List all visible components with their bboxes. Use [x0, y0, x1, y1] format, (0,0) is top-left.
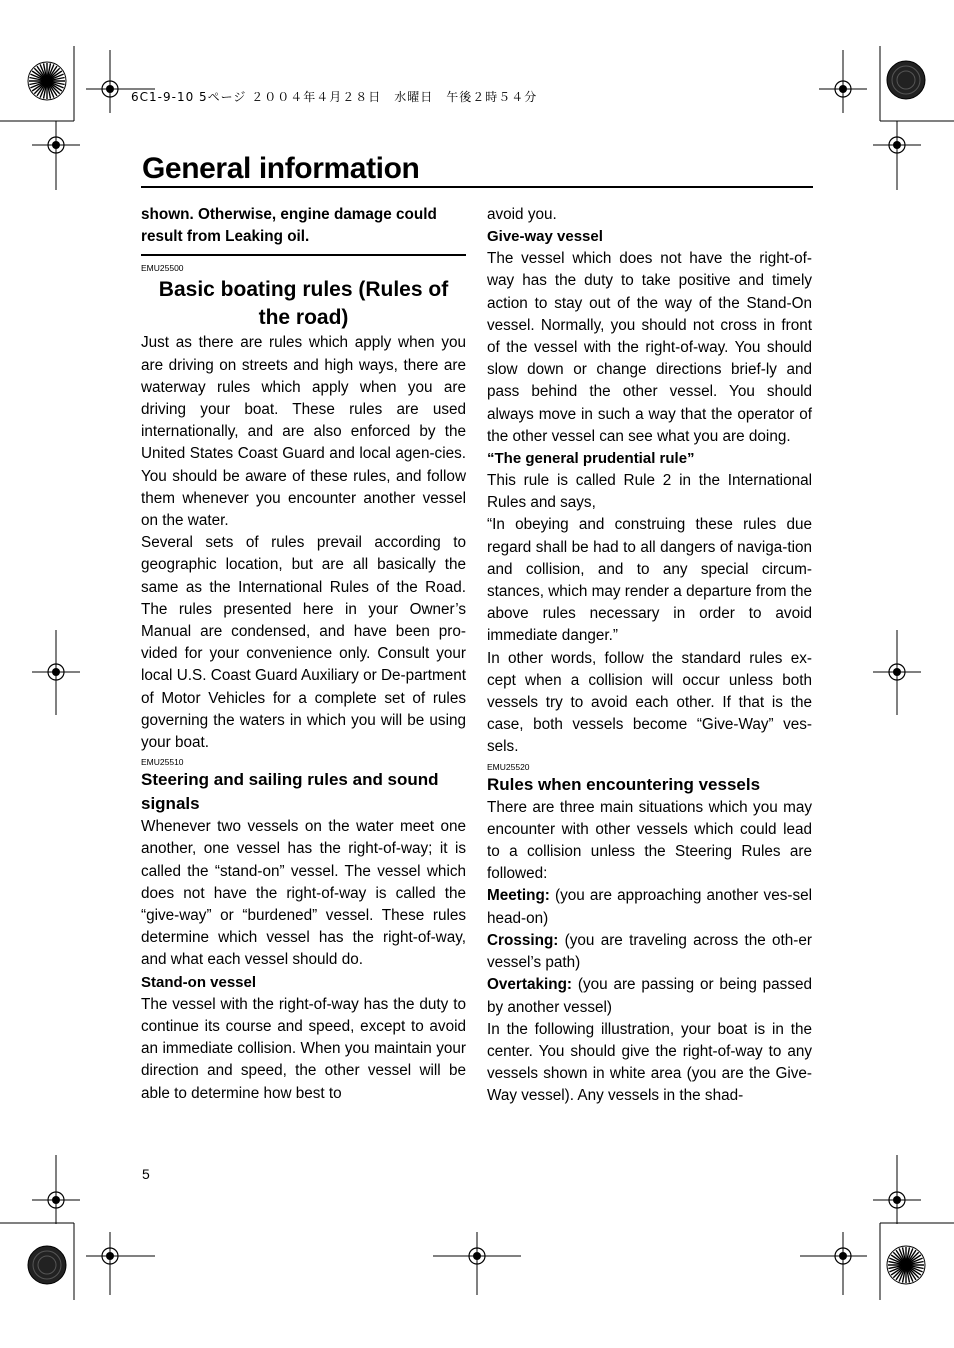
section-code: EMU25520: [487, 761, 530, 772]
crossing-text: (you are traveling across the oth-er vessel’s path): [487, 931, 812, 972]
page-title: General information: [142, 152, 420, 185]
paragraph: “In obeying and construing these rules due regard shall be had to all dangers of naviga-tion and collision, and to any special circum-stances, which may render a departure from the above rules necessary in order to avoid immediate danger.”: [487, 516, 812, 645]
section-heading-basic-rules: Basic boating rules (Rules of the road): [158, 278, 449, 330]
left-column: [141, 204, 466, 1105]
subheading-prudential-rule: “The general prudential rule”: [487, 450, 695, 468]
warning-divider: [141, 254, 466, 256]
warning-text: shown. Otherwise, engine damage could result from Leaking oil.: [141, 206, 437, 246]
paragraph: There are three main situations which you may encounter with other vessels which could lead to a collision unless the Steering Rules are followed:: [487, 798, 812, 883]
paragraph: The vessel with the right-of-way has the duty to continue its course and speed, except to avoid an immediate collision. When you maintain your direction and speed, the other vessel will be able to determine how best to: [141, 995, 466, 1102]
meeting-text: (you are approaching another ves-sel head-on): [487, 887, 812, 927]
paragraph: In other words, follow the standard rules ex-cept when a collision will occur unless both vessels try to avoid each other. If that is the case, both vessels become “Give-Way” ves-sels.: [487, 649, 812, 756]
paragraph: avoid you.: [487, 206, 557, 223]
crossing-item: [487, 930, 812, 974]
print-job-header: 6C1-9-10 5ページ ２００４年４月２８日 水曜日 午後２時５４分: [131, 90, 538, 104]
subsection-heading-encountering: Rules when encountering vessels: [487, 774, 761, 794]
subheading-give-way: Give-way vessel: [487, 228, 603, 246]
paragraph: Several sets of rules prevail according to geographic location, but are all basically the same as the International Rules of the Road. The rules presented here in your Owner’s Manual are condensed, and have been pro-vided for your convenience only. Consult your local U.S. Coast Guard Auxiliary or De-partment of Motor Vehicles for a complete set of rules governing the waters in which you will be using your boat.: [141, 534, 466, 752]
paragraph: In the following illustration, your boat is in the center. You should give the right-of-way to any vessels shown in white area (you are the Give-Way vessel). Any vessels in the shad-: [487, 1020, 812, 1105]
page-number: 5: [142, 1166, 150, 1182]
title-rule: [141, 186, 813, 188]
section-code: EMU25510: [141, 757, 184, 768]
subsection-heading-steering: Steering and sailing rules and sound signals: [141, 770, 439, 814]
subheading-stand-on: Stand-on vessel: [141, 973, 257, 991]
overtaking-text: (you are passing or being passed by another vessel): [487, 976, 812, 1016]
section-code: EMU25500: [141, 263, 184, 274]
crossing-label: Crossing:: [487, 931, 559, 949]
right-column: [487, 204, 812, 1108]
paragraph: The vessel which does not have the right-of-way has the duty to take positive and timely action to stay out of the way of the Stand-On vessel. Normally, you should not cross in front of the vessel with the right-of-way. You should slow down or change directions brief-ly and pass behind the other vessel. You should always move in such a way that the operator of the other vessel can see what you are doing.: [487, 250, 812, 445]
meeting-item: [487, 885, 812, 929]
meeting-label: Meeting:: [487, 887, 550, 905]
overtaking-item: [487, 974, 812, 1018]
paragraph: Whenever two vessels on the water meet one another, one vessel has the right-of-way; it is called the “stand-on” vessel. The vessel which does not have the right-of-way is called the “give-way” or “burdened” vessel. These rules determine which vessel has the right-of-way, and what each vessel should do.: [141, 818, 466, 969]
paragraph: Just as there are rules which apply when you are driving on streets and high ways, there are waterway rules which apply when you are driving your boat. These rules are used internationally, and are also enforced by the United States Coast Guard and local agen-cies. You should be aware of these rules, and follow them whenever you encounter another vessel on the water.: [141, 334, 466, 530]
paragraph: This rule is called Rule 2 in the International Rules and says,: [487, 472, 812, 512]
overtaking-label: Overtaking:: [487, 976, 573, 994]
